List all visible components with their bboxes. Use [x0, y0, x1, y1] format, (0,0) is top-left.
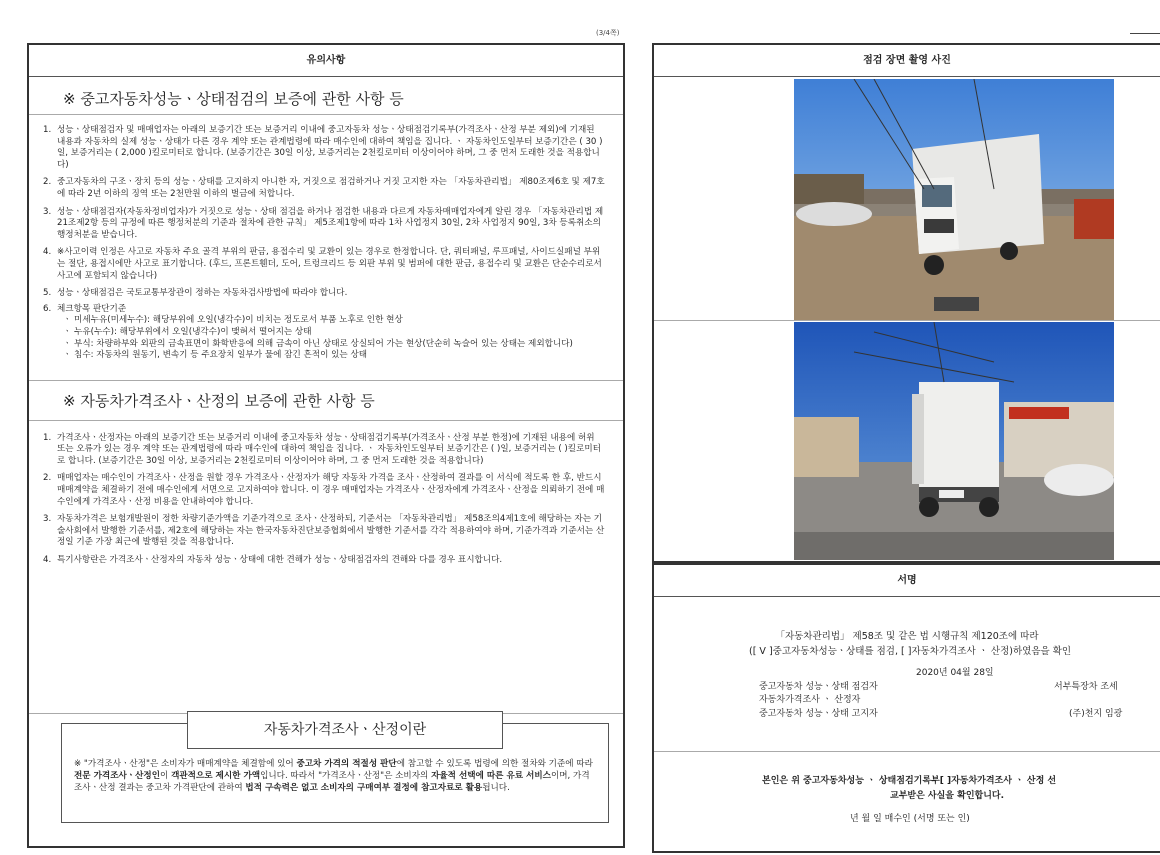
sign-divider: [654, 751, 1160, 752]
inspection-photo-rear: [794, 322, 1114, 560]
item-text: 매매업자는 매수인이 가격조사ㆍ산정을 원할 경우 가격조사ㆍ산정자가 해당 자동차 가격을 조사ㆍ산정하여 결과를 이 서식에 적도록 한 후, 반드시 매매계약을 체결하기 전에 매수인에게 서면으로 고지하여야 합니다. 이 경우 매매업자는 가격조사ㆍ산정자에게 가격조사ㆍ산정을 의뢰하기 전에 매수인에게 가격조사ㆍ산정 비용을 안내하여야 합니다.: [57, 473, 605, 507]
sign-date: 2020년 04월 28일: [916, 668, 994, 678]
criteria-item: ㆍ 침수: 자동차의 원동기, 변속기 등 주요장치 일부가 물에 잠긴 흔적이 있는 상태: [63, 350, 368, 361]
item-number: 3.: [43, 514, 52, 525]
section1-list: [29, 115, 623, 300]
list-item: [43, 177, 605, 200]
notice-header: 유의사항: [29, 45, 623, 77]
item-text: 가격조사ㆍ산정자는 아래의 보증기간 또는 보증거리 이내에 중고자동차 성능ㆍ상태점검기록부(가격조사ㆍ산정 부분 한정)에 기재된 내용에 허위 또는 오류가 있는 경우 계약 또는 관계법령에 따라 매수인에 대하여 책임을 집니다. ㆍ 자동차인도일부터 보증기간은 ( )일, 보증거리는 ( )킬로미터로 합니다. (보증기간은 30일 이상, 보증거리는 2천킬로미터 이상이어야 하며, 그 중 먼저 도래한 것을 적용합니다): [57, 432, 601, 466]
list-item: [43, 514, 605, 549]
item-number: 4.: [43, 247, 52, 258]
list-item: [43, 207, 605, 242]
item-text: 성능ㆍ상태점검은 국토교통부장관이 정하는 자동차검사방법에 따라야 합니다.: [57, 288, 348, 299]
item6-sub-list: [57, 315, 605, 361]
buyer-confirm-line1: 본인은 위 중고자동차성능 ㆍ 상태점검기록부[ ]자동차가격조사 ㆍ 산정 선: [762, 776, 1057, 786]
item-text: 성능ㆍ상태점검자(자동차정비업자)가 거짓으로 성능ㆍ상태 점검을 하거나 점검한 내용과 다르게 자동차매매업자에게 알린 경우 「자동차관리법 제21조제2항 등의 규정에 따른 행정처분의 기준과 절차에 관한 규칙」 제5조제1항에 따라 1차 사업정지 30일, 2차 사업정지 90일, 3차 등록취소의 행정처분을 받습니다.: [57, 206, 604, 240]
photo-header: 점검 장면 촬영 사진: [654, 45, 1160, 77]
price-info-title: 자동차가격조사ㆍ산정이란: [187, 711, 503, 749]
page-indicator: (3/4쪽): [596, 29, 620, 37]
item-number: 4.: [43, 555, 52, 566]
item-text: 중고자동차의 구조ㆍ장치 등의 성능ㆍ상태를 고지하지 아니한 자, 거짓으로 점검하거나 거짓 고지한 자는 「자동차관리법」 제80조제6호 및 제7호에 따라 2년 이하의 징역 또는 2천만원 이하의 벌금에 처합니다.: [57, 177, 605, 199]
item-number: 2.: [43, 177, 52, 188]
top-rule: [1130, 33, 1160, 34]
item6-title: 체크항목 판단기준: [57, 303, 127, 314]
photo-panel: [652, 43, 1160, 563]
criteria-item: ㆍ 부식: 차량하부와 외판의 금속표면이 화학반응에 의해 금속이 아닌 상태로 상실되어 가는 현상(단순히 녹슬어 있는 상태는 제외합니다): [63, 338, 573, 349]
list-item: [43, 555, 605, 567]
legal-basis-line: 「자동차관리법」 제58조 및 같은 법 시행규칙 제120조에 따라: [775, 631, 1039, 642]
item-number: 3.: [43, 206, 52, 217]
item-text: ※사고이력 인정은 사고로 자동차 주요 골격 부위의 판금, 용접수리 및 교환이 있는 경우로 한정합니다. 단, 쿼터패널, 루프패널, 사이드실패널 부위는 절단, 용접시에만 사고로 표기합니다. (후드, 프론트휀더, 도어, 트렁크리드 등 외판 부위 및 범퍼에 대한 판금, 용접수리 및 교환은 단순수리로서 사고에 포함되지 않습니다): [57, 247, 602, 281]
list-item: [43, 473, 605, 508]
item-text: 특기사항란은 가격조사ㆍ산정자의 자동차 성능ㆍ상태에 대한 견해가 성능ㆍ상태점검자의 견해와 다를 경우 표시합니다.: [57, 555, 503, 566]
item-number: 6.: [43, 303, 52, 314]
criteria-item: ㆍ 누유(누수): 해당부위에서 오일(냉각수)이 맺혀서 떨어지는 상태: [63, 326, 312, 337]
section2-list: [29, 421, 623, 567]
role-appraiser-label: 자동차가격조사 ㆍ 산정자: [759, 695, 861, 705]
buyer-confirm-line2: 교부받은 사실을 확인합니다.: [890, 791, 1005, 801]
notice-panel: [27, 43, 625, 848]
section1-item6: [29, 304, 623, 362]
item-number: 2.: [43, 473, 52, 484]
section2-title: ※ 자동차가격조사ㆍ산정의 보증에 관한 사항 등: [29, 381, 623, 421]
price-info-text: ※ "가격조사ㆍ산정"은 소비자가 매매계약을 체결함에 있어 중고차 가격의 적절성 판단에 참고할 수 있도록 법령에 의한 절차와 기준에 따라 전문 가격조사ㆍ산정인이 객관적으로 제시한 가액입니다. 따라서 "가격조사ㆍ산정"은 소비자의 자율적 선택에 따른 유료 서비스이며, 가격조사ㆍ산정 결과는 중고차 가격판단에 관하여 법적 구속력은 없고 소비자의 구매여부 결정에 참고자료로 활용됩니다.: [74, 759, 593, 793]
item-text: 자동차가격은 보험개발원이 정한 차량기준가액을 기준가격으로 조사ㆍ산정하되, 기준서는 「자동차관리법」 제58조의4제1호에 해당하는 자는 기술사회에서 발행한 기준서를, 제2호에 해당하는 자는 한국자동차진단보증협회에서 발행한 기준서를 각각 적용하여야 하며, 기준가격과 기준서는 산정일 기준 가장 최근에 발행된 것을 적용합니다.: [57, 514, 605, 548]
item-text: 성능ㆍ상태점검자 및 매매업자는 아래의 보증기간 또는 보증거리 이내에 중고자동차 성능ㆍ상태점검기록부(가격조사ㆍ산정 부분 제외)에 기재된 내용과 자동차의 실제 성능ㆍ상태가 다른 경우 계약 또는 관계법령에 따라 매수인에 대하여 책임을 집니다. ㆍ 자동차인도일부터 보증기간은 ( 30 )일, 보증거리는 ( 2,000 )킬로미터로 합니다. (보증기간은 30일 이상, 보증거리는 2천킬로미터 이상이어야 하며, 그 중 먼저 도래한 것을 적용합니다): [57, 125, 603, 170]
item-number: 1.: [43, 432, 52, 443]
list-item: [43, 288, 605, 300]
signature-panel: [652, 563, 1160, 853]
photo-divider: [654, 320, 1160, 321]
section1-title: ※ 중고자동차성능ㆍ상태점검의 보증에 관한 사항 등: [29, 77, 623, 115]
price-info-box: [61, 723, 609, 823]
inspection-confirm-line: ([ V ]중고자동차성능ㆍ상태를 점검, [ ]자동차가격조사 ㆍ 산정)하였음을 확인: [749, 646, 1072, 657]
list-item: [43, 125, 605, 171]
buyer-signature-line: 년 월 일 매수인 (서명 또는 인): [850, 814, 970, 824]
role-inspector-value: 서부특장차 조세: [1054, 682, 1118, 692]
role-notifier-label: 중고자동차 성능ㆍ상태 고지자: [759, 709, 878, 719]
item-number: 1.: [43, 125, 52, 135]
list-item: [43, 433, 605, 468]
list-item: [43, 247, 605, 282]
inspection-photo-front: [794, 79, 1114, 320]
criteria-item: ㆍ 미세누유(미세누수): 해당부위에 오일(냉각수)이 비치는 정도로서 부품 노후로 인한 현상: [63, 315, 403, 326]
item-number: 5.: [43, 288, 52, 299]
role-inspector-label: 중고자동차 성능ㆍ상태 점검자: [759, 682, 878, 692]
signature-header: 서명: [654, 563, 1160, 597]
role-notifier-value: (주)천지 임광: [1069, 709, 1123, 719]
